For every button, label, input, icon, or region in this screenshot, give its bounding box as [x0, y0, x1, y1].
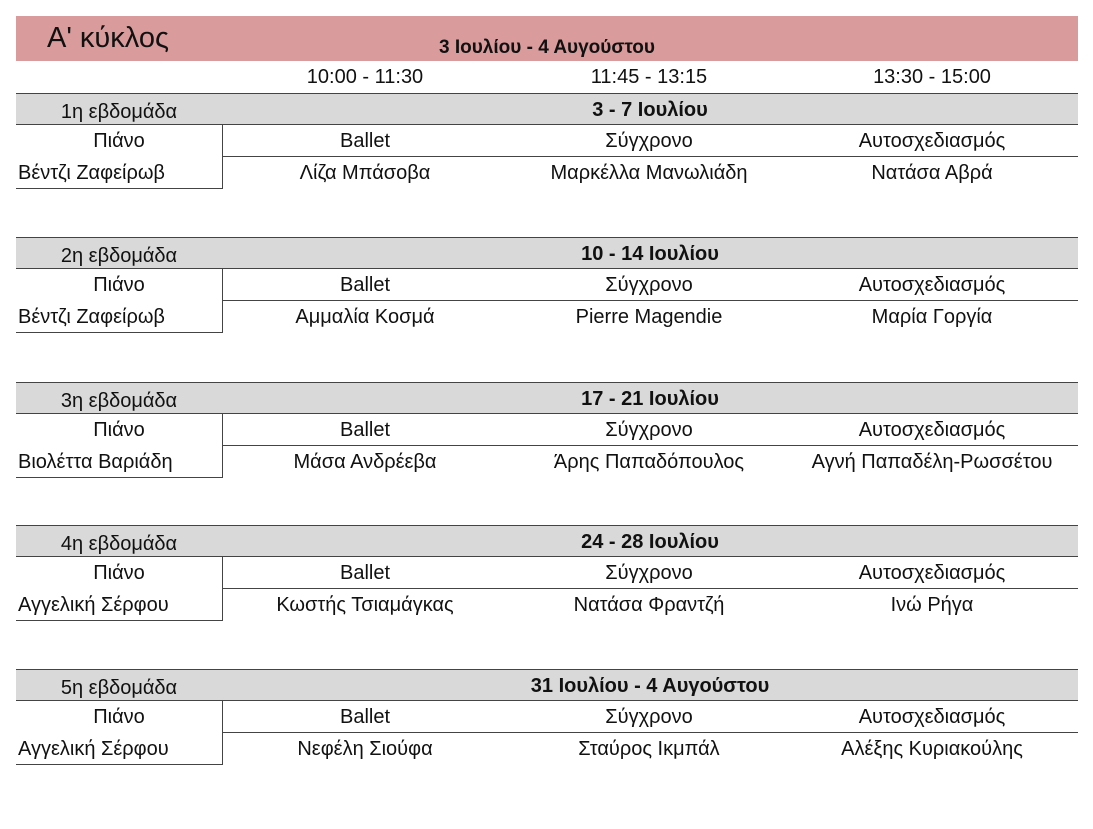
week-label: 4η εβδομάδα — [60, 533, 178, 555]
row-divider — [223, 300, 1078, 301]
teacher-name-2: Μαρκέλλα Μανωλιάδη — [550, 162, 748, 184]
class-name-1: Ballet — [339, 562, 391, 584]
teacher-name-3: Νατάσα Αβρά — [871, 162, 993, 184]
row-divider — [223, 732, 1078, 733]
teacher-name-1: Λίζα Μπάσοβα — [299, 162, 431, 184]
time-slots-row — [16, 61, 1078, 93]
week-label: 5η εβδομάδα — [60, 677, 178, 699]
class-name-1: Ballet — [339, 274, 391, 296]
week-header-bar — [16, 237, 1078, 269]
week-block-4 — [16, 525, 1078, 655]
piano-label: Πιάνο — [93, 419, 145, 441]
teacher-name-3: Αγνή Παπαδέλη-Ρωσσέτου — [811, 451, 1053, 473]
piano-label: Πιάνο — [93, 562, 145, 584]
week-header-bar — [16, 669, 1078, 701]
class-name-3: Αυτοσχεδιασμός — [858, 274, 1006, 296]
class-name-1: Ballet — [339, 130, 391, 152]
pianist-name: Βέντζι Ζαφείρωβ — [18, 306, 165, 328]
piano-label: Πιάνο — [93, 274, 145, 296]
week-date-range: 31 Ιουλίου - 4 Αυγούστου — [530, 675, 770, 697]
week-block-2 — [16, 237, 1078, 367]
row-divider — [223, 588, 1078, 589]
class-name-3: Αυτοσχεδιασμός — [858, 419, 1006, 441]
week-date-range: 17 - 21 Ιουλίου — [581, 388, 719, 410]
week-header-bar — [16, 382, 1078, 414]
class-name-3: Αυτοσχεδιασμός — [858, 562, 1006, 584]
cycle-dates: 3 Ιουλίου - 4 Αυγούστου — [439, 37, 655, 58]
time-slot-1: 10:00 - 11:30 — [306, 66, 424, 88]
class-name-2: Σύγχρονο — [605, 706, 693, 728]
teacher-name-1: Νεφέλη Σιούφα — [297, 738, 433, 760]
teacher-name-2: Σταύρος Ικμπάλ — [578, 738, 720, 760]
pianist-name: Βιολέττα Βαριάδη — [18, 451, 173, 473]
teacher-name-1: Μάσα Ανδρέεβα — [293, 451, 437, 473]
class-name-3: Αυτοσχεδιασμός — [858, 130, 1006, 152]
week-date-range: 10 - 14 Ιουλίου — [581, 243, 719, 265]
teacher-name-3: Μαρία Γοργία — [871, 306, 993, 328]
piano-label: Πιάνο — [93, 130, 145, 152]
week-label: 1η εβδομάδα — [60, 101, 178, 123]
teacher-name-2: Νατάσα Φραντζή — [573, 594, 725, 616]
class-name-1: Ballet — [339, 419, 391, 441]
week-header-bar — [16, 93, 1078, 125]
week-label: 2η εβδομάδα — [60, 245, 178, 267]
piano-label: Πιάνο — [93, 706, 145, 728]
row-divider — [223, 156, 1078, 157]
cycle-title: Α' κύκλος — [47, 22, 169, 54]
week-date-range: 24 - 28 Ιουλίου — [581, 531, 719, 553]
week-block-3 — [16, 382, 1078, 512]
teacher-name-3: Αλέξης Κυριακούλης — [841, 738, 1023, 760]
teacher-name-1: Αμμαλία Κοσμά — [295, 306, 435, 328]
cycle-header — [16, 16, 1078, 61]
week-header-bar — [16, 525, 1078, 557]
teacher-name-2: Pierre Magendie — [575, 306, 723, 328]
pianist-name: Αγγελική Σέρφου — [18, 594, 169, 616]
week-date-range: 3 - 7 Ιουλίου — [592, 99, 708, 121]
class-name-2: Σύγχρονο — [605, 419, 693, 441]
pianist-name: Αγγελική Σέρφου — [18, 738, 169, 760]
class-name-1: Ballet — [339, 706, 391, 728]
class-name-2: Σύγχρονο — [605, 562, 693, 584]
class-name-3: Αυτοσχεδιασμός — [858, 706, 1006, 728]
teacher-name-1: Κωστής Τσιαμάγκας — [276, 594, 454, 616]
row-divider — [223, 445, 1078, 446]
week-label: 3η εβδομάδα — [60, 390, 178, 412]
week-block-1 — [16, 93, 1078, 223]
class-name-2: Σύγχρονο — [605, 130, 693, 152]
time-slot-3: 13:30 - 15:00 — [873, 66, 991, 88]
pianist-name: Βέντζι Ζαφείρωβ — [18, 162, 165, 184]
teacher-name-2: Άρης Παπαδόπουλος — [553, 451, 745, 473]
class-name-2: Σύγχρονο — [605, 274, 693, 296]
week-block-5 — [16, 669, 1078, 799]
teacher-name-3: Ινώ Ρήγα — [890, 594, 974, 616]
time-slot-2: 11:45 - 13:15 — [590, 66, 708, 88]
